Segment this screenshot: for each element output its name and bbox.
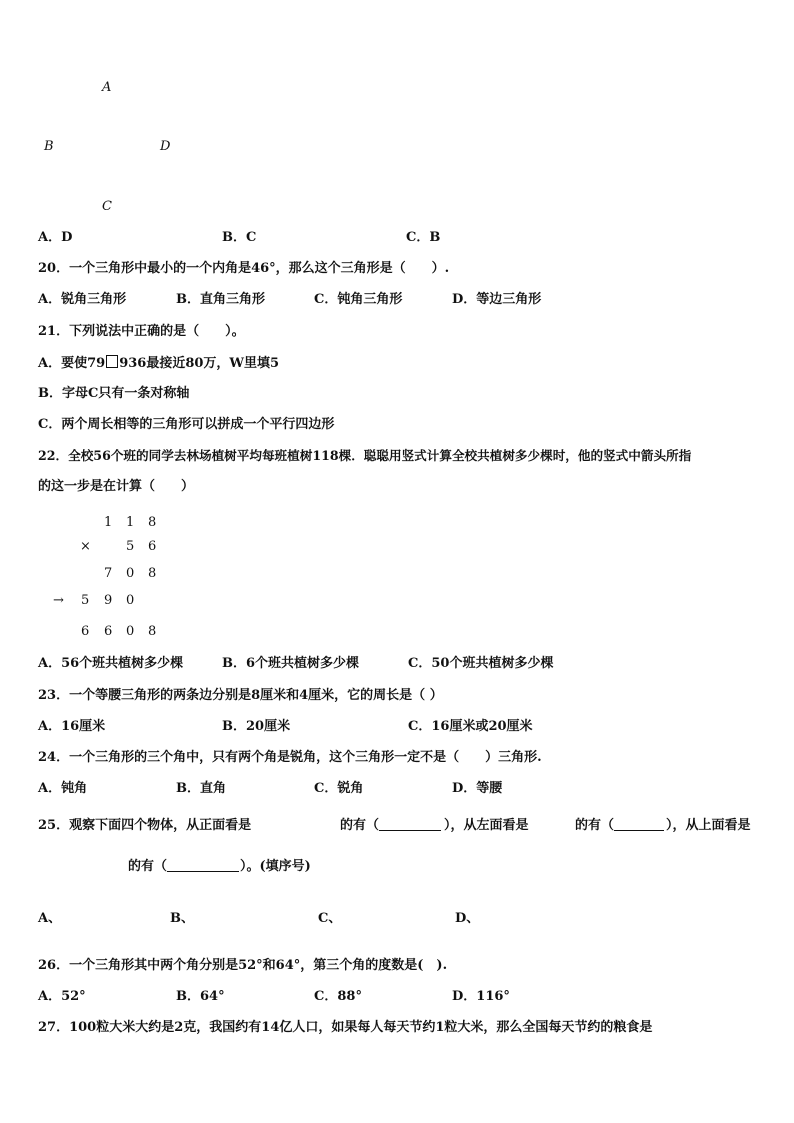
- q24-text: 24．一个三角形的三个角中，只有两个角是锐角，这个三角形一定不是（ ）三角形.: [38, 750, 542, 765]
- q22-option-c[interactable]: C．50个班共植树多少棵: [408, 656, 554, 671]
- q25-option-d[interactable]: D、: [455, 911, 480, 926]
- calc-digit: 0: [126, 593, 135, 608]
- calc-digit: 8: [148, 515, 157, 530]
- label-d: D: [160, 139, 171, 154]
- q20-option-a[interactable]: A．锐角三角形: [38, 292, 127, 307]
- q26-option-b[interactable]: B．64°: [176, 989, 225, 1004]
- q25-part6: 的有（: [128, 859, 239, 875]
- q23-option-b[interactable]: B．20厘米: [222, 719, 291, 734]
- q21-option-a[interactable]: [38, 355, 279, 372]
- calc-digit: 1: [126, 515, 135, 530]
- answer-blank-left[interactable]: [614, 818, 664, 831]
- q25-part3: ），从左面看是: [444, 818, 529, 833]
- calc-digit: 6: [148, 539, 157, 554]
- q23-option-a[interactable]: A．16厘米: [38, 719, 106, 734]
- q21-option-c[interactable]: C．两个周长相等的三角形可以拼成一个平行四边形: [38, 417, 335, 432]
- q26-option-d[interactable]: D．116°: [452, 989, 510, 1004]
- q24-option-b[interactable]: B．直角: [176, 781, 226, 796]
- q26-text: 26．一个三角形其中两个角分别是52°和64°，第三个角的度数是( ).: [38, 958, 448, 973]
- q25-option-b[interactable]: B、: [170, 911, 194, 926]
- q21-option-a-post: 936最接近80万，W里填5: [119, 356, 280, 371]
- q23-option-c[interactable]: C．16厘米或20厘米: [408, 719, 533, 734]
- q20-text: 20．一个三角形中最小的一个内角是46°，那么这个三角形是（ ）.: [38, 261, 450, 276]
- q26-option-a[interactable]: A．52°: [38, 989, 86, 1004]
- solid-c: [343, 903, 421, 933]
- label-b: B: [44, 139, 54, 154]
- calc-digit: 0: [126, 566, 135, 581]
- q24-option-d[interactable]: D．等腰: [452, 781, 503, 796]
- arrow-indicator: →: [53, 593, 64, 608]
- q20-option-c[interactable]: C．钝角三角形: [314, 292, 403, 307]
- q19-option-a[interactable]: A．D: [38, 230, 73, 245]
- answer-blank-front[interactable]: [379, 818, 441, 831]
- q19-option-c[interactable]: C．B: [406, 230, 441, 245]
- q19-option-b[interactable]: B．C: [222, 230, 257, 245]
- q27-text: 27．100粒大米大约是2克，我国约有14亿人口，如果每人每天节约1粒大米，那么全国每天节约的粮食是: [38, 1020, 653, 1035]
- digit-box: [106, 355, 118, 368]
- q22-option-a[interactable]: A．56个班共植树多少棵: [38, 656, 184, 671]
- calc-digit: 0: [126, 624, 135, 639]
- q24-option-a[interactable]: A．钝角: [38, 781, 88, 796]
- solid-b: [200, 897, 278, 939]
- q21-text: 21．下列说法中正确的是（ ）。: [38, 324, 245, 339]
- q25-part5: ），从上面看是: [666, 818, 751, 833]
- calc-digit: 6: [81, 624, 90, 639]
- calc-digit: 6: [104, 624, 113, 639]
- q25-option-c[interactable]: C、: [318, 911, 342, 926]
- q22-option-b[interactable]: B．6个班共植树多少棵: [222, 656, 360, 671]
- q21-option-a-pre: A．要使79: [38, 356, 106, 371]
- q24-option-c[interactable]: C．锐角: [314, 781, 364, 796]
- calc-digit: 8: [148, 624, 157, 639]
- multiply-sign: ×: [80, 539, 91, 554]
- q22-text-line2: 的这一步是在计算（ ）: [38, 479, 195, 494]
- q26-option-c[interactable]: C．88°: [314, 989, 362, 1004]
- q20-option-d[interactable]: D．等边三角形: [452, 292, 542, 307]
- q25-part7: ）。(填序号): [240, 859, 311, 874]
- solid-a: [62, 876, 140, 942]
- q25-option-a[interactable]: A、: [38, 911, 62, 926]
- q22-text-line1: 22．全校56个班的同学去林场植树平均每班植树118棵．聪聪用竖式计算全校共植树多少棵时，他的竖式中箭头所指: [38, 448, 692, 463]
- q25-part2: 的有（: [340, 818, 441, 834]
- label-c: C: [102, 199, 112, 214]
- q23-text: 23．一个等腰三角形的两条边分别是8厘米和4厘米，它的周长是（ ）: [38, 688, 443, 703]
- calc-digit: 8: [148, 566, 157, 581]
- solid-d: [488, 880, 571, 939]
- calc-digit: 7: [104, 566, 113, 581]
- calc-digit: 1: [104, 515, 113, 530]
- calc-digit: 5: [126, 539, 135, 554]
- answer-blank-top[interactable]: [167, 859, 239, 872]
- calc-digit: 9: [104, 593, 113, 608]
- q25-part1: 25．观察下面四个物体，从正面看是: [38, 818, 252, 833]
- label-a: A: [102, 80, 112, 95]
- q20-option-b[interactable]: B．直角三角形: [176, 292, 265, 307]
- q25-part4: 的有（: [575, 818, 664, 834]
- q21-option-b[interactable]: B．字母C只有一条对称轴: [38, 386, 190, 401]
- calc-digit: 5: [81, 593, 90, 608]
